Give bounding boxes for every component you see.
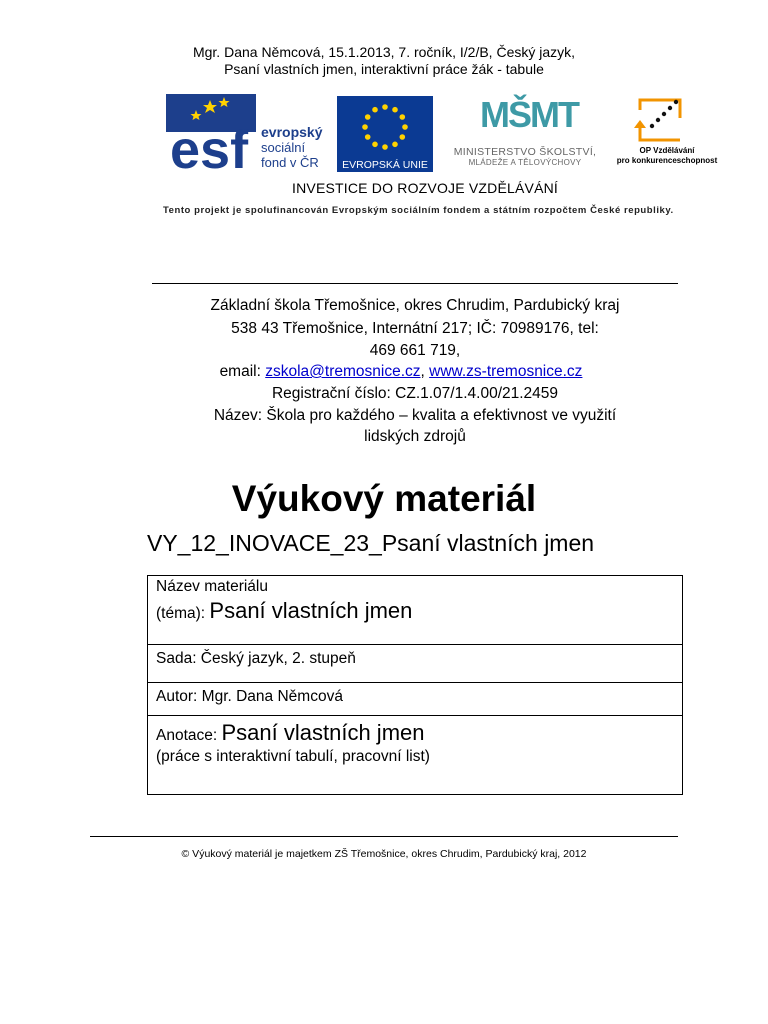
topic-label: (téma): [156, 605, 210, 622]
project-name-line-1: Název: Škola pro každého – kvalita a efektivnost ve využití [213, 407, 617, 424]
msmt-logo [440, 94, 610, 172]
msmt-line-2: MLÁDEŽE A TĚLOVÝCHOVY [468, 158, 582, 167]
school-line-2: 538 43 Třemošnice, Internátní 217; IČ: 70989176, tel: [231, 320, 599, 337]
contact-separator: , [420, 363, 430, 380]
school-line-1: Základní škola Třemošnice, okres Chrudim, Pardubický kraj [210, 297, 620, 314]
esf-logo-graphic [166, 94, 256, 172]
website-link[interactable]: www.zs-tremosnice.cz [429, 363, 583, 380]
annotation-value: Psaní vlastních jmen [221, 720, 425, 745]
eu-flag-icon [337, 96, 433, 158]
page-title: Výukový materiál [231, 478, 537, 519]
annotation-label: Anotace: [156, 727, 222, 744]
topic-value: Psaní vlastních jmen [209, 598, 413, 623]
material-code: VY_12_INOVACE_23_Psaní vlastních jmen [147, 530, 595, 556]
material-info-table [147, 575, 683, 795]
table-row-annotation [148, 716, 682, 794]
investice-slogan: INVESTICE DO ROZVOJE VZDĚLÁVÁNÍ [292, 180, 559, 196]
project-name-line-2: lidských zdrojů [364, 428, 466, 445]
eu-flag-logo [337, 96, 433, 172]
copyright-footer: © Výukový materiál je majetkem ZŠ Třemošnice, okres Chrudim, Pardubický kraj, 2012 [181, 848, 587, 860]
funding-statement: Tento projekt je spolufinancován Evropským sociálním fondem a státním rozpočtem České republiky. [163, 205, 674, 216]
header-line-2: Psaní vlastních jmen, interaktivní práce žák - tabule [224, 61, 544, 77]
op-line-2: pro konkurenceschopnost [616, 156, 718, 165]
annotation-note: (práce s interaktivní tabulí, pracovní list) [156, 748, 430, 765]
table-row-topic [148, 576, 682, 645]
email-label: email: [219, 363, 266, 380]
op-line-1: OP Vzdělávání [639, 146, 695, 155]
esf-line-1: evropský [261, 124, 323, 140]
table-row-author: Autor: Mgr. Dana Němcová [148, 683, 682, 716]
school-line-3: 469 661 719, [369, 342, 461, 359]
msmt-line-1: MINISTERSTVO ŠKOLSTVÍ, [453, 146, 597, 158]
registration-number: Registrační číslo: CZ.1.07/1.4.00/21.2459 [271, 385, 559, 402]
school-contact-line [0, 361, 768, 382]
top-divider [152, 283, 678, 284]
esf-letters: esf [170, 120, 249, 172]
esf-logo [166, 94, 336, 172]
header-line-1: Mgr. Dana Němcová, 15.1.2013, 7. ročník, I/2/B, Český jazyk, [192, 44, 576, 60]
op-logo [612, 96, 722, 172]
topic-heading: Název materiálu [156, 578, 268, 595]
msmt-letters: MŠMT [480, 94, 578, 135]
esf-line-3: fond v ČR [261, 155, 319, 170]
op-logo-graphic [612, 96, 722, 144]
table-row-set: Sada: Český jazyk, 2. stupeň [148, 645, 682, 683]
email-link[interactable]: zskola@tremosnice.cz [265, 363, 421, 380]
eu-label: EVROPSKÁ UNIE [337, 158, 433, 172]
bottom-divider [90, 836, 678, 837]
esf-line-2: sociální [261, 140, 306, 155]
